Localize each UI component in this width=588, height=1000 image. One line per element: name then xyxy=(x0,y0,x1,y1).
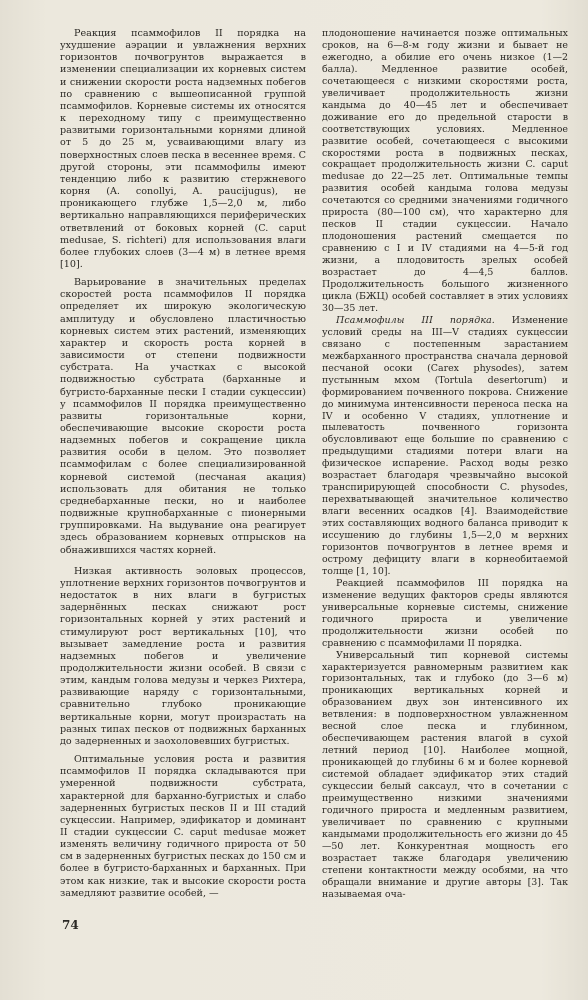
paragraph-reaction-iii: Реакцией псаммофилов III порядка на изменение ведущих факторов среды являются универсальные корневые системы, снижение годичного прироста и увеличение продолжительности жизни особей по сравнению с псаммофилами II порядка. xyxy=(322,577,568,649)
page-number: 74 xyxy=(62,918,79,932)
left-text-column xyxy=(60,28,306,900)
section-title: Псаммофилы III порядка. xyxy=(336,314,495,326)
paragraph-low-eolian-activity: Низкая активность эоловых процессов, уплотнение верхних горизонтов почвогрунтов и недостаток в них влаги в бугристых задернённых песках снижают рост горизонтальных корней у этих растений и стимулируют рост вертикальных [10], что вызывает замедление роста и развития надземных побегов и увеличение продолжительности жизни особей. В связи с этим, кандым голова медузы и черкез Рихтера, развивающие наряду с горизонтальными, сравнительно глубоко проникающие вертикальные корни, могут произрастать на разных типах песков от подвижных барханных до задерненных и заохоловевших бугристых. xyxy=(60,565,306,747)
section-intro-text: Изменение условий среды на III—V стадиях сукцессии связано с постепенным зарастанием межбарханного пространства сначала дерновой песчаной осоки (Carex physodes), затем пустынным мхом (Tortula desertorum) и формированием почвенного покрова. Снижение до минимума интенсивности переноса песка на IV и особенно V стадиях, уплотнение и пылеватость почвенного горизонта обусловливают еще большие по сравнению с предыдущими стадиями потери влаги на физическое испарение. Расход воды резко возрастает благодаря чрезвычайно высокой транспирирующей способности C. physodes, перехватывающей значительное количество влаги весенних осадков [4]. Взаимодействие этих составляющих водного баланса приводит к иссушению до глубины 1,5—2,0 м верхних горизонтов почвогрунтов в летнее время и острому дефициту влаги в корнеобитаемой толще [1, 10]. xyxy=(322,314,568,577)
paragraph-root-reaction: Реакция псаммофилов II порядка на ухудшение аэрации и увлажнения верхних горизонтов почвогрунтов выражается в изменении специализации их корневых систем и снижении скорости роста надземных побегов по сравнению с вышеописанной группой псаммофилов. Корневые системы их относятся к переходному типу с преимущественно развитыми горизонтальными корнями длиной от 5 до 25 м, усваивающими влагу из поверхностных слоев песка в весеннее время. С другой стороны, эти псаммофилы имеют тенденцию либо к развитию стержневого корня (A. conollyi, A. paucijugus), не проникающего глубже 1,5—2,0 м, либо вертикально направляющихся периферических ответвлений от боковых корней (C. caput medusae, S. richteri) для использования влаги более глубоких слоев (3—4 м) в летнее время [10]. xyxy=(60,28,306,270)
paragraph-universal-root-type: Универсальный тип корневой системы характеризуется равномерным развитием как горизонтальных, так и глубоко (до 3—6 м) проникающих вертикальных корней и образованием двух зон интенсивного их ветвления: в подповерхностном увлажненном весной слое песка и глубинном, обеспечивающем растения влагой в сухой летний период [10]. Наиболее мощной, проникающей до глубины 6 м и более корневой системой обладает эдификатор этих стадий сукцессии белый саксаул, что в сочетании с преимущественно низкими значениями годичного прироста и медленным развитием, увеличивает по сравнению с крупными кандымами продолжительность его жизни до 45—50 лет. Конкурентная мощность его возрастает также благодаря увеличению степени контактности между особями, на что обращали внимание и другие авторы [3]. Так называемая оча- xyxy=(322,649,568,900)
right-text-column xyxy=(322,28,568,901)
paragraph-section-psammophiles-iii xyxy=(322,315,568,578)
paragraph-optimal-conditions: Оптимальные условия роста и развития псаммофилов II порядка складываются при умеренной подвижности субстрата, характерной для барханно-бугристых и слабо задерненных бугристых песков II и III стадий сукцессии. Например, эдификатор и доминант II стадии сукцессии C. caput medusae может изменять величину годичного прироста от 50 см в задерненных бугристых песках до 150 см и более в бугристо-барханных и барханных. При этом как низкие, так и высокие скорости роста замедляют развитие особей, — xyxy=(60,754,306,899)
paragraph-continuation: плодоношение начинается позже оптимальных сроков, на 6—8-м году жизни и бывает не ежегодно, а обилие его очень низкое (1—2 балла). Медленное развитие особей, сочетающееся с низкими скоростями роста, увеличивает продолжительность жизни кандыма до 40—45 лет и обеспечивает доживание его до предельной старости в соответствующих условиях. Медленное развитие особей, сочетающееся с высокими скоростями роста в подвижных песках, сокращает продолжительность жизни C. caput medusae до 22—25 лет. Оптимальные темпы развития особей кандыма голова медузы сочетаются со средними значениями годичного прироста (80—100 см), что характерно для песков II стадии сукцессии. Начало плодоношения растений смещается по сравнению с I и IV стадиями на 4—5-й год жизни, а плодовитость зрелых особей возрастает до 4—4,5 баллов. Продолжительность большого жизненного цикла (БЖЦ) особей составляет в этих условиях 30—35 лет. xyxy=(322,28,568,314)
paragraph-growth-variation: Варьирование в значительных пределах скоростей роста псаммофилов II порядка определяет их широкую экологическую амплитуду и обусловлено пластичностью корневых систем этих растений, изменяющих характер и скорость роста корней в зависимости от степени подвижности субстрата. На участках с высокой подвижностью субстрата (барханные и бугристо-барханные пески I стадии сукцессии) у псаммофилов II порядка преимущественно развиты горизонтальные корни, обеспечивающие высокие скорости роста надземных побегов и сокращение цикла развития особи в целом. Это позволяет псаммофилам с более специализированной корневой системой (песчаная акация) использовать для обитания не только среднебарханные пески, но и наиболее подвижные крупнобарханные с пионерными группировками. На выдувание она реагирует здесь образованием корневых отпрысков на обнажившихся частях корней. xyxy=(60,277,306,556)
